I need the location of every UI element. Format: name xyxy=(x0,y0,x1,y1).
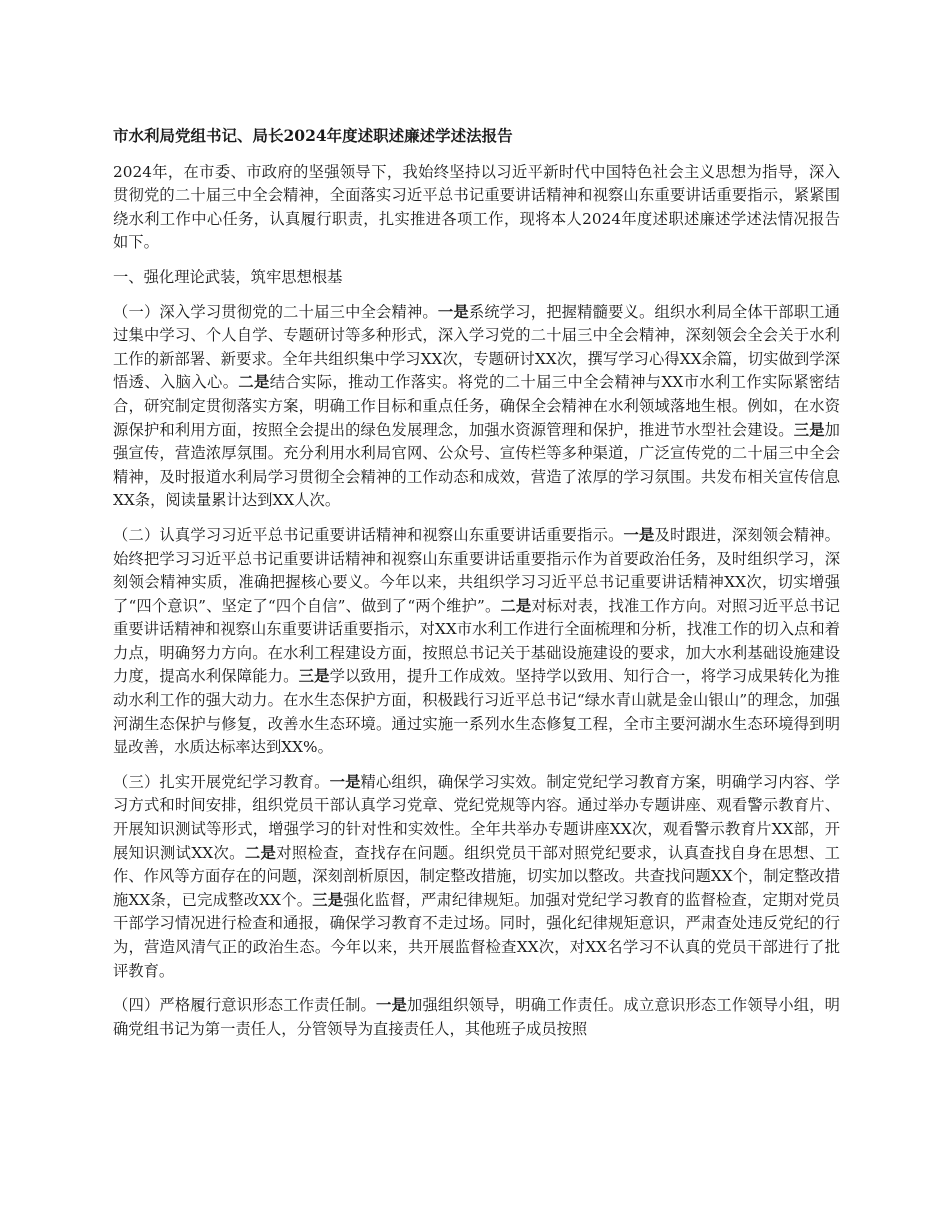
document-title: 市水利局党组书记、局长2024年度述职述廉述学述法报告 xyxy=(113,126,513,145)
document-page xyxy=(113,124,840,1052)
paragraph-text: 强化监督，严肃纪律规矩。加强对党纪学习教育的监督检查，定期对党员干部学习情况进行检查和通报，确保学习教育不走过场。同时，强化纪律规矩意识，严肃查处违反党纪的行为，营造风清气正的政治生态。今年以来，共开展监督检查XX次，对XX名学习不认真的党员干部进行了批评教育。 xyxy=(113,890,840,980)
keyword-third: 三是 xyxy=(298,667,330,686)
keyword-first: 一是 xyxy=(437,302,469,321)
paragraph-study-plenary xyxy=(113,301,840,513)
paragraph-text: 学以致用，提升工作成效。坚持学以致用、知行合一，将学习成果转化为推动水利工作的强大动力。在水生态保护方面，积极践行习近平总书记“绿水青山就是金山银山”的理念，加强河湖生态保护与修复，改善水生态环境。通过实施一系列水生态修复工程，全市主要河湖水生态环境得到明显改善，水质达标率达到XX%。 xyxy=(113,667,840,757)
keyword-first: 一是 xyxy=(623,525,655,544)
paragraph-text: 结合实际，推动工作落实。将党的二十届三中全会精神与XX市水利工作实际紧密结合，研究制定贯彻落实方案，明确工作目标和重点任务，确保全会精神在水利领域落地生根。例如，在水资源保护和利用方面，按照全会提出的绿色发展理念，加强水资源管理和保护，推进节水型社会建设。 xyxy=(113,373,840,439)
paragraph-text: 系统学习，把握精髓要义。组织水利局全体干部职工通过集中学习、个人自学、专题研讨等多种形式，深入学习党的二十届三中全会精神，深刻领会全会关于水利工作的新部署、新要求。全年共组织集中学习XX次，专题研讨XX次，撰写学习心得XX余篇，切实做到学深悟透、入脑入心。 xyxy=(113,302,840,392)
paragraph-text: 对照检查，查找存在问题。组织党员干部对照党纪要求，认真查找自身在思想、工作、作风等方面存在的问题，深刻剖析原因，制定整改措施，切实加以整改。共查找问题XX个，制定整改措施XX条，已完成整改XX个。 xyxy=(113,843,840,909)
paragraph-lead: （二）认真学习习近平总书记重要讲话精神和视察山东重要讲话重要指示。 xyxy=(113,525,624,544)
keyword-third: 三是 xyxy=(793,420,825,439)
paragraph-ideology-responsibility xyxy=(113,994,840,1041)
paragraph-lead: （三）扎实开展党纪学习教育。 xyxy=(113,772,330,791)
paragraph-text: 加强宣传，营造浓厚氛围。充分利用水利局官网、公众号、宣传栏等多种渠道，广泛宣传党的二十届三中全会精神，及时报道水利局学习贯彻全会精神的工作动态和成效，营造了浓厚的学习氛围。共发布相关宣传信息XX条，阅读量累计达到XX人次。 xyxy=(113,420,840,510)
keyword-third: 三是 xyxy=(312,890,344,909)
intro-paragraph: 2024年，在市委、市政府的坚强领导下，我始终坚持以习近平新时代中国特色社会主义思想为指导，深入贯彻党的二十届三中全会精神，全面落实习近平总书记重要讲话精神和视察山东重要讲话重要指示，紧紧围绕水利工作中心任务，认真履行职责，扎实推进各项工作，现将本人2024年度述职述廉述学述法情况报告如下。 xyxy=(113,162,840,252)
paragraph-study-speeches xyxy=(113,524,840,760)
keyword-first: 一是 xyxy=(329,772,361,791)
paragraph-discipline-education xyxy=(113,771,840,983)
paragraph-text: 精心组织，确保学习实效。制定党纪学习教育方案，明确学习内容、学习方式和时间安排，组织党员干部认真学习党章、党纪党规等内容。通过举办专题讲座、观看警示教育片、开展知识测试等形式，增强学习的针对性和实效性。全年共举办专题讲座XX次，观看警示教育片XX部，开展知识测试XX次。 xyxy=(113,772,840,862)
paragraph-text: 加强组织领导，明确工作责任。成立意识形态工作领导小组，明确党组书记为第一责任人，分管领导为直接责任人，其他班子成员按照 xyxy=(113,996,840,1038)
paragraph-lead: （四）严格履行意识形态工作责任制。 xyxy=(113,996,377,1015)
paragraph-lead: （一）深入学习贯彻党的二十届三中全会精神。 xyxy=(113,302,438,321)
keyword-second: 二是 xyxy=(500,596,532,615)
paragraph-text: 及时跟进，深刻领会精神。始终把学习习近平总书记重要讲话精神和视察山东重要讲话重要指示作为首要政治任务，及时组织学习，深刻领会精神实质，准确把握核心要义。今年以来，共组织学习习近平总书记重要讲话精神XX次，切实增强了“四个意识”、坚定了“四个自信”、做到了“两个维护”。 xyxy=(113,525,840,615)
paragraph-text: 对标对表，找准工作方向。对照习近平总书记重要讲话精神和视察山东重要讲话重要指示，对XX市水利工作进行全面梳理和分析，找准工作的切入点和着力点，明确努力方向。在水利工程建设方面，按照总书记关于基础设施建设的要求，加大水利基础设施建设力度，提高水利保障能力。 xyxy=(113,596,840,686)
keyword-second: 二是 xyxy=(244,843,277,862)
section-heading-1: 一、强化理论武装，筑牢思想根基 xyxy=(113,267,343,286)
keyword-second: 二是 xyxy=(238,373,270,392)
keyword-first: 一是 xyxy=(376,996,407,1015)
